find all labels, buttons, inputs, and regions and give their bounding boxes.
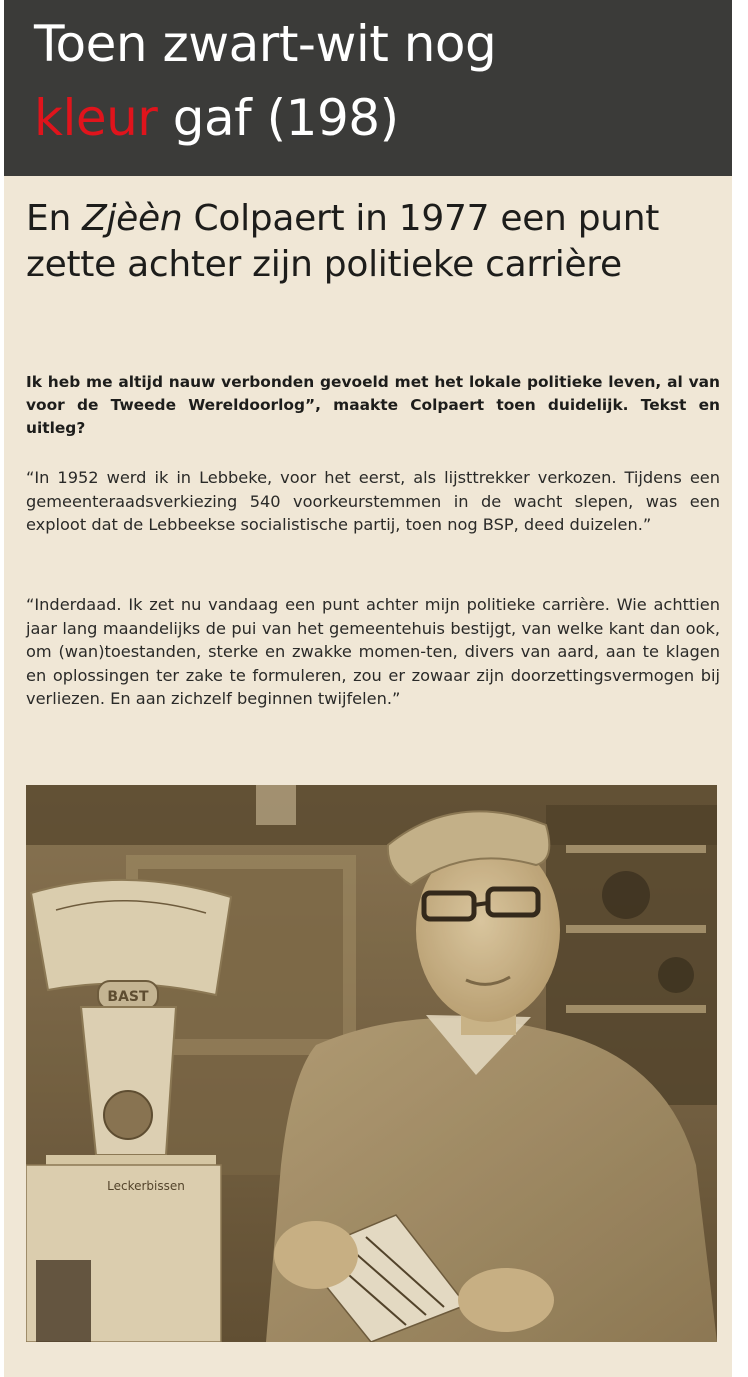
headline-italic-name: Zjèèn [82, 198, 183, 239]
masthead-banner [4, 0, 732, 176]
article-page [4, 0, 732, 1377]
masthead-title-line-1: Toen zwart-wit nog [34, 15, 497, 73]
masthead-title-line-2 [34, 88, 399, 148]
article-photo [26, 785, 717, 1342]
headline-part-2: Colpaert in 1977 een punt zette achter zijn politieke carrière [26, 198, 660, 285]
photo-illustration [26, 785, 717, 1342]
article-paragraph-1: “In 1952 werd ik in Lebbeke, voor het eerst, als lijsttrekker verkozen. Tijdens een gemeenteraadsverkiezing 540 voorkeurstemmen in de wacht slepen, was een exploot dat de Lebbeekse socialistische partij, toen nog BSP, deed duizelen.” [26, 468, 720, 534]
article-lead: Ik heb me altijd nauw verbonden gevoeld met het lokale politieke leven, al van voor de Tweede Wereldoorlog”, maakte Colpaert toen duidelijk. Tekst en uitleg? [26, 373, 720, 437]
scale-brand-label: BAST [107, 989, 149, 1005]
masthead-red-word: kleur [34, 89, 158, 147]
headline-part-1: En [26, 198, 83, 239]
article-headline [26, 196, 716, 288]
box-brand-label: Leckerbissen [107, 1179, 185, 1193]
masthead-title-rest: gaf (198) [157, 89, 399, 147]
article-paragraph-2: “Inderdaad. Ik zet nu vandaag een punt achter mijn politieke carrière. Wie achttien jaar lang maandelijks de pui van het gemeentehuis bestijgt, van welke kant dan ook, om (wan)toestanden, sterke en zwakke momen-ten, divers van aard, aan te klagen en oplossingen ter zake te formuleren, zou er zowaar zijn doorzettingsvermogen bij verliezen. En aan zichzelf beginnen twijfelen.” [26, 595, 720, 708]
